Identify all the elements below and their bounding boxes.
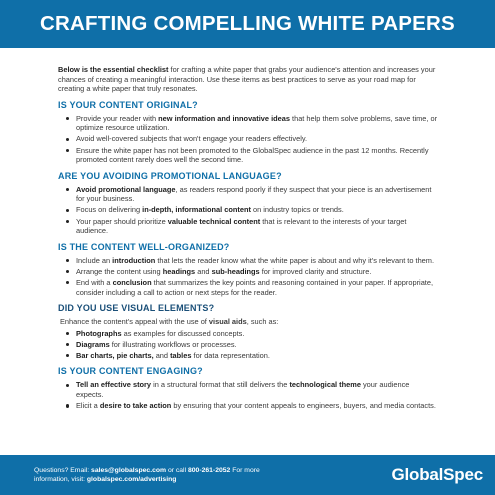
- section-list-engaging: [58, 380, 438, 410]
- list-item: Bar charts, pie charts, and tables for data representation.: [66, 351, 438, 361]
- section-title-promotional: ARE YOU AVOIDING PROMOTIONAL LANGUAGE?: [58, 170, 282, 181]
- page-header: [0, 0, 495, 48]
- list-item: Photographs as examples for discussed concepts.: [66, 329, 438, 339]
- advertising-url-link[interactable]: globalspec.com/advertising: [86, 476, 177, 483]
- list-item: End with a conclusion that summarizes the key points and reasoning contained in your paper. If appropriate, consider including a call to action or next steps for the reader.: [66, 278, 438, 297]
- footer-contact: Questions? Email: sales@globalspec.com or call 800-261-2052 For more information, visit: globalspec.com/advertising: [34, 467, 260, 483]
- section-title-visual: DID YOU USE VISUAL ELEMENTS?: [58, 303, 215, 314]
- list-item: Avoid well-covered subjects that won't engage your readers effectively.: [66, 134, 438, 144]
- list-item: Focus on delivering in-depth, informational content on industry topics or trends.: [66, 205, 438, 215]
- list-item: Include an introduction that lets the reader know what the white paper is about and why it's relevant to them.: [66, 256, 438, 266]
- list-item: Provide your reader with new information and innovative ideas that help them solve problems, save time, or optimize resource utilization.: [66, 114, 438, 133]
- intro-paragraph: [58, 65, 438, 94]
- list-item: Avoid promotional language, as readers respond poorly if they suspect that your piece is an advertisement for your business.: [66, 185, 438, 204]
- contact-phone-link[interactable]: 800-261-2052: [187, 467, 231, 474]
- intro-bold: Below is the essential checklist: [58, 65, 169, 74]
- section-title-engaging: IS YOUR CONTENT ENGAGING?: [58, 366, 203, 377]
- section-list-visual: [58, 329, 438, 361]
- visual-lead: Enhance the content's appeal with the use of visual aids, such as:: [60, 317, 279, 327]
- page-footer: [0, 455, 495, 495]
- page-title: CRAFTING COMPELLING WHITE PAPERS: [40, 12, 455, 35]
- list-item: Elicit a desire to take action by ensuring that your content appeals to engineers, buyers, and media contacts.: [66, 401, 438, 411]
- contact-email-link[interactable]: sales@globalspec.com: [91, 467, 167, 474]
- list-item: Arrange the content using headings and sub-headings for improved clarity and structure.: [66, 267, 438, 277]
- section-list-original: [58, 114, 438, 165]
- section-title-original: IS YOUR CONTENT ORIGINAL?: [58, 99, 198, 110]
- intro-text: for crafting a white paper that grabs your audience's attention and increases your chances of creating a meaningful interaction. Use these items as best practices to serve as your road map for creating a white paper that truly resonates.: [58, 65, 436, 94]
- globalspec-logo: GlobalSpec: [391, 465, 483, 484]
- list-item: Diagrams for illustrating workflows or processes.: [66, 340, 438, 350]
- section-list-promotional: [58, 185, 438, 236]
- list-item: Ensure the white paper has not been promoted to the GlobalSpec audience in the past 12 months. Recently promoted content rarely does well the second time.: [66, 146, 438, 165]
- section-list-organized: [58, 256, 438, 297]
- checklist-body: [58, 65, 438, 412]
- list-item: Tell an effective story in a structural format that still delivers the technological theme your audience expects.: [66, 380, 438, 399]
- list-item: Your paper should prioritize valuable technical content that is relevant to the interests of your target audience.: [66, 217, 438, 236]
- section-title-organized: IS THE CONTENT WELL-ORGANIZED?: [58, 241, 230, 252]
